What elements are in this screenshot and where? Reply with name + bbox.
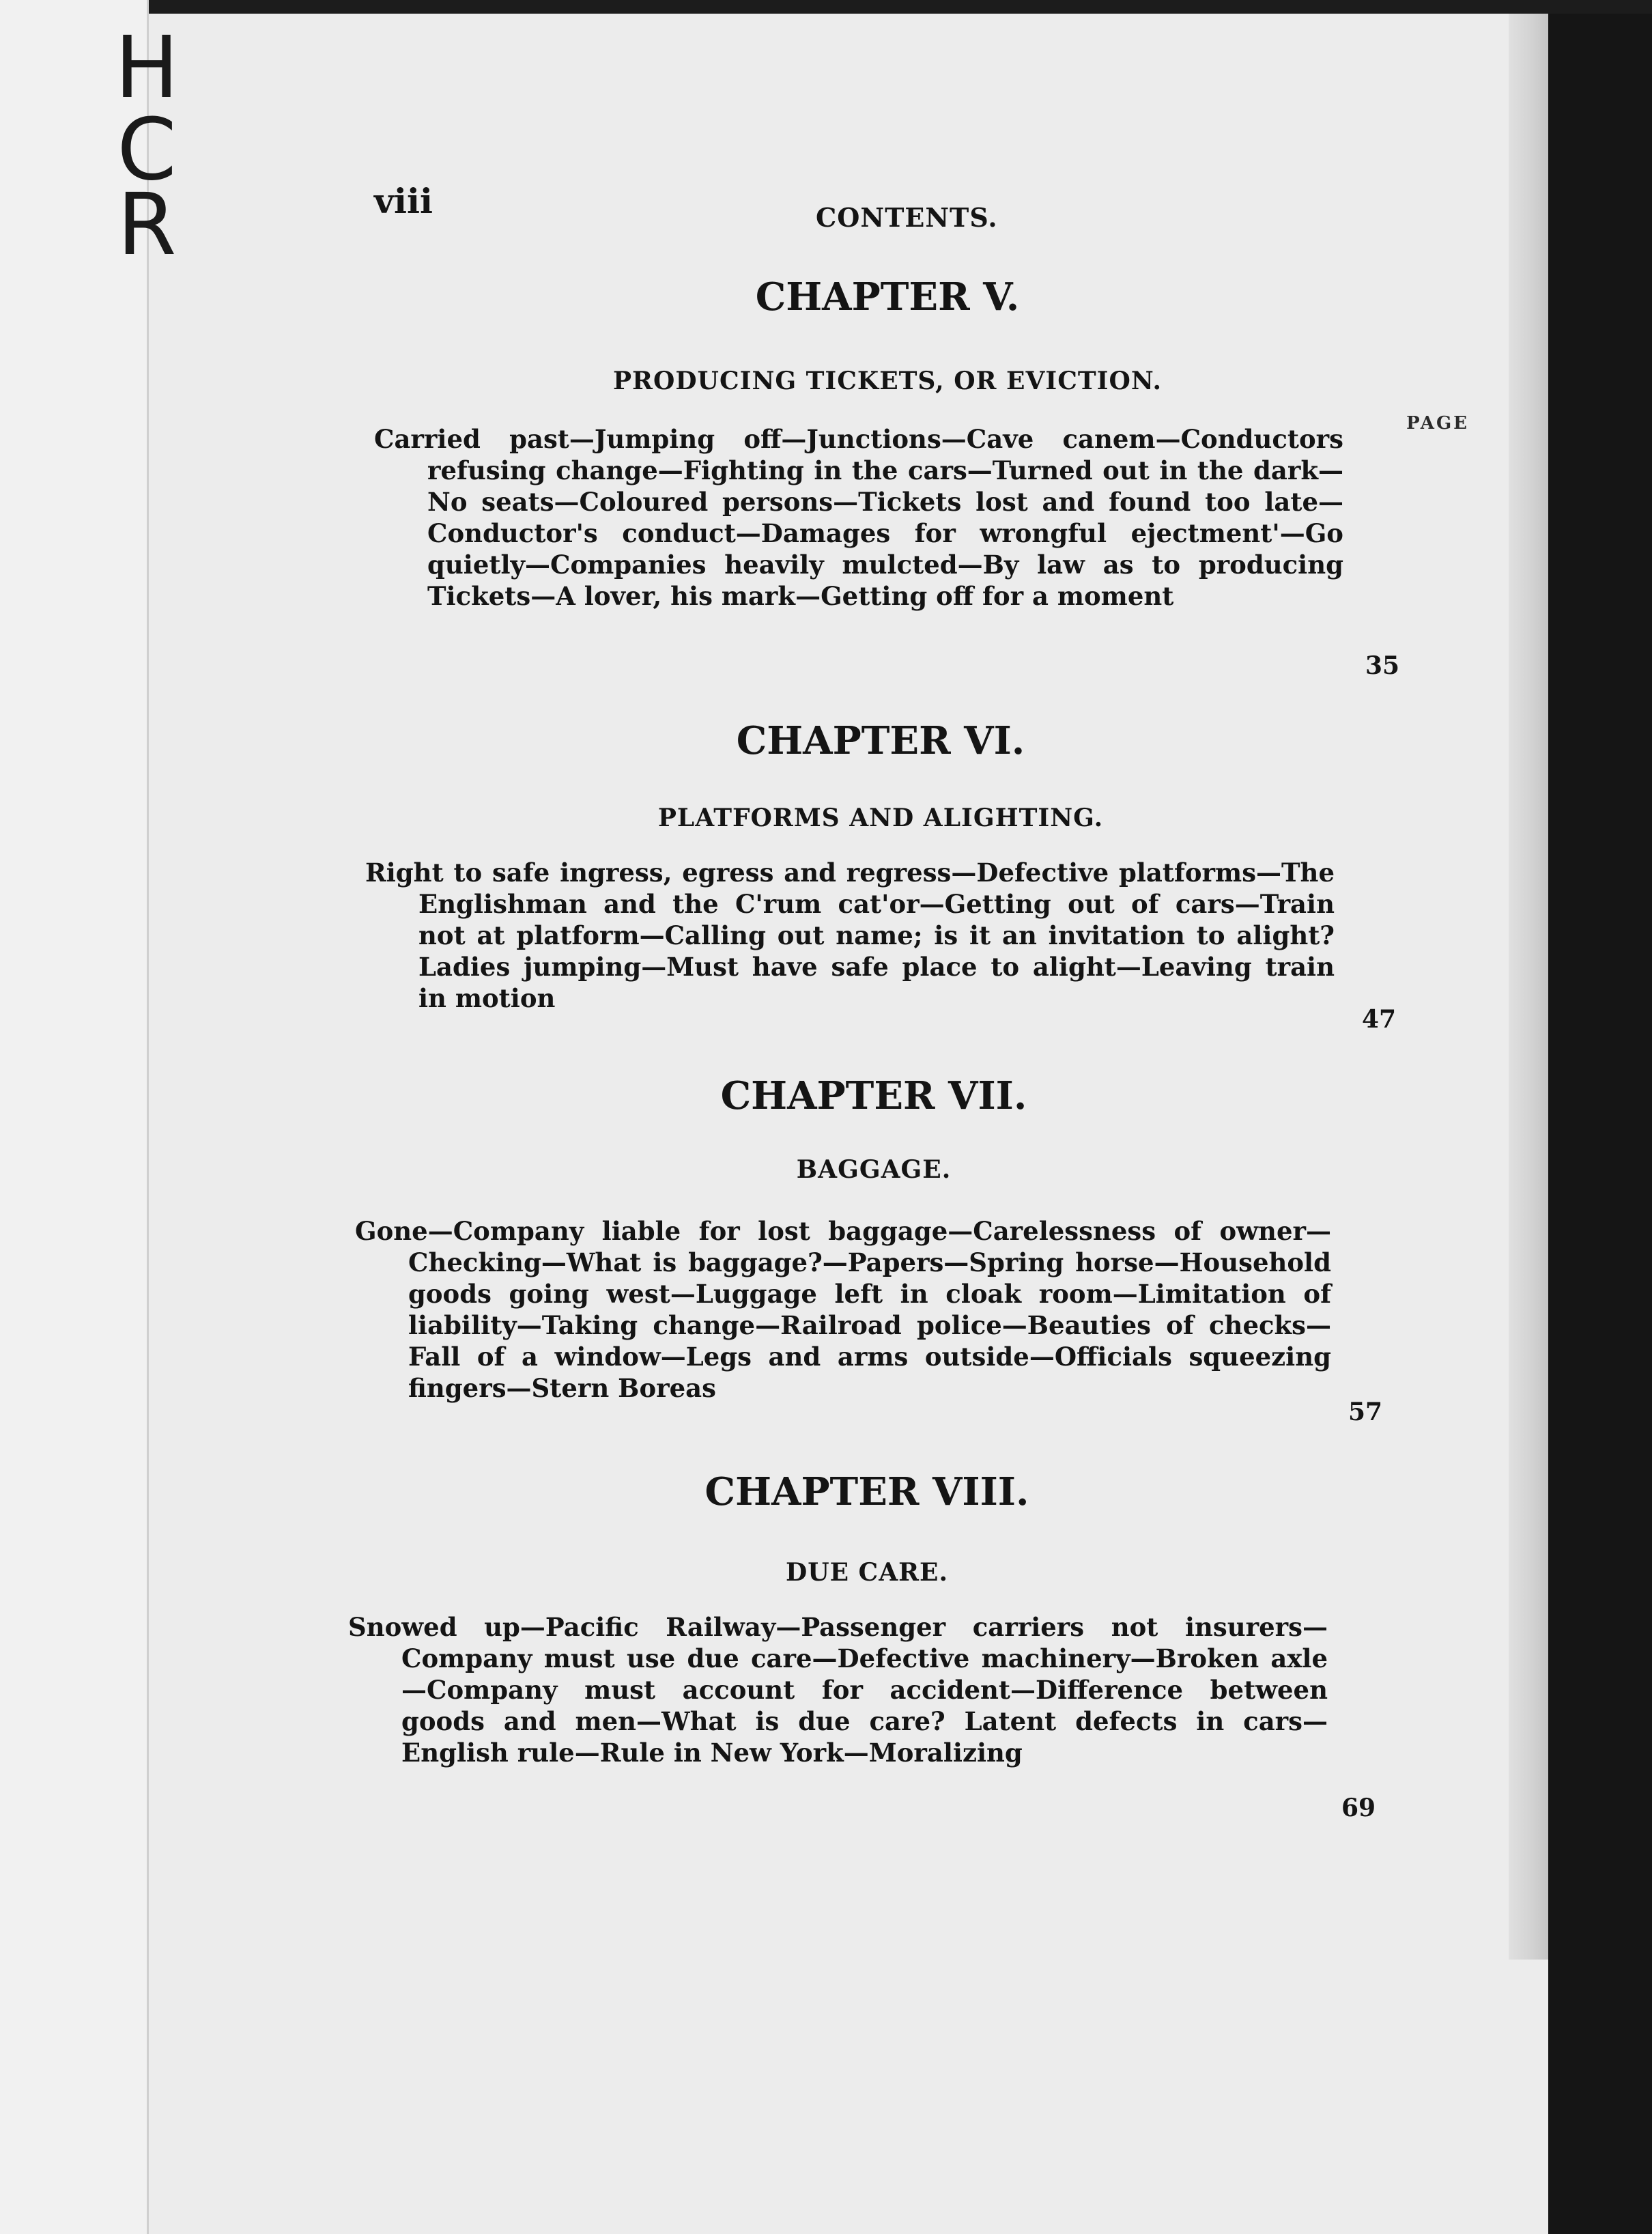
chapter-page-number: 35 xyxy=(1365,651,1400,680)
chapter-page-number: 57 xyxy=(1348,1398,1383,1426)
chapter-summary-text: Gone—Company liable for lost baggage—Carelessness of owner—Checking—What is baggage?—Papers—Spring horse—Household goods going west—Luggage left in cloak room—Limitation of liability—Taking change—Railroad police—Beauties of checks—Fall of a window—Legs and arms outside—Officials squeezing fingers—Stern Boreas xyxy=(355,1216,1331,1403)
chapter-summary-text: Snowed up—Pacific Railway—Passenger carriers not insurers—Company must use due care—Defective machinery—Broken axle—Company must account for accident—Difference between goods and men—What is due care? Latent defects in cars—English rule—Rule in New York—Moralizing xyxy=(348,1612,1328,1768)
chapter-title: CHAPTER V. xyxy=(755,274,1020,320)
chapter-subtitle: DUE CARE. xyxy=(785,1558,949,1587)
chapter-summary xyxy=(374,423,1343,612)
chapter-page-number: 69 xyxy=(1341,1794,1376,1822)
chapter-title: CHAPTER VIII. xyxy=(704,1469,1029,1514)
book-page xyxy=(149,14,1553,2234)
page-folio: viii xyxy=(374,181,433,221)
chapter-summary-text: Carried past—Jumping off—Junctions—Cave canem—Conductors refusing change—Fighting in the cars—Turned out in the dark—No seats—Coloured persons—Tickets lost and found too late—Conductor's conduct—Damages for wrongful ejectment'—Go quietly—Companies heavily mulcted—By law as to producing Tickets—A lover, his mark—Getting off for a moment xyxy=(374,424,1343,611)
chapter-summary xyxy=(348,1611,1328,1768)
chapter-page-number: 47 xyxy=(1362,1005,1397,1034)
scan-right-edge xyxy=(1548,14,1652,2234)
chapter-subtitle: PRODUCING TICKETS, OR EVICTION. xyxy=(612,367,1162,395)
margin-mark-c: C xyxy=(117,100,177,199)
chapter-title: CHAPTER VI. xyxy=(736,718,1025,763)
page-column-label: PAGE xyxy=(1406,413,1469,434)
chapter-summary xyxy=(365,857,1335,1014)
chapter-summary xyxy=(355,1215,1331,1404)
running-head: CONTENTS. xyxy=(816,202,998,233)
margin-mark-h: H xyxy=(115,18,179,117)
chapter-title: CHAPTER VII. xyxy=(720,1073,1027,1118)
chapter-subtitle: PLATFORMS AND ALIGHTING. xyxy=(657,804,1104,832)
margin-mark-r: R xyxy=(117,175,177,274)
chapter-summary-text: Right to safe ingress, egress and regress—Defective platforms—The Englishman and the C'rum cat'or—Getting out of cars—Train not at platform—Calling out name; is it an invitation to alight? Ladies jumping—Must have safe place to alight—Leaving train in motion xyxy=(365,858,1335,1013)
chapter-subtitle: BAGGAGE. xyxy=(796,1155,952,1184)
